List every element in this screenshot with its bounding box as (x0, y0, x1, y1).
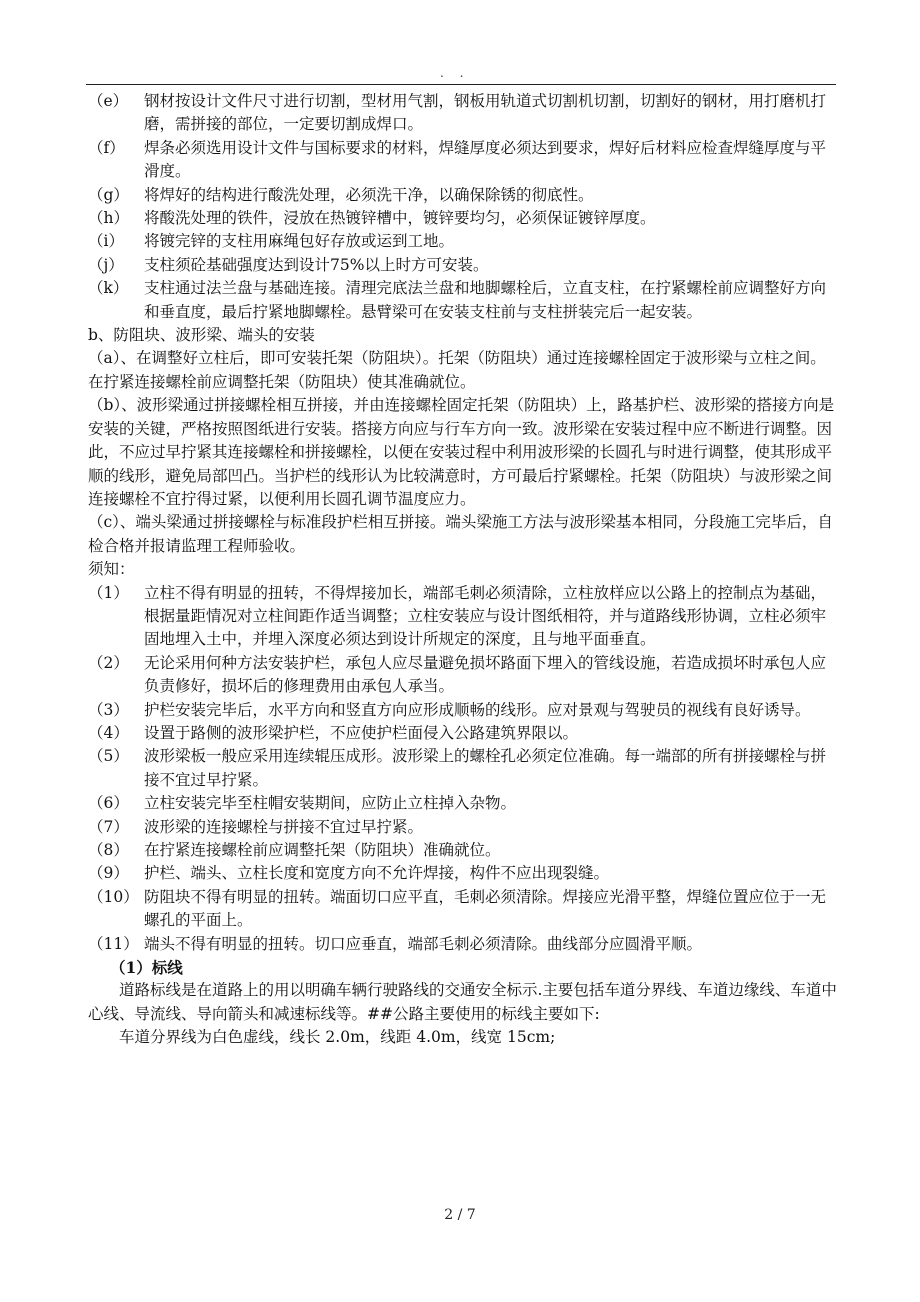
list-item: （h） 将酸洗处理的铁件，浸放在热镀锌槽中，镀锌要均匀，必须保证镀锌厚度。 (88, 209, 656, 228)
header-dots: . . (440, 66, 470, 80)
marking-heading: （1）标线 (110, 958, 183, 978)
list-item: （f） 焊条必须选用设计文件与国标要求的材料，焊缝厚度必须达到要求，焊好后材料应检查焊缝厚度与平滑度。 (88, 138, 827, 181)
header-rule (86, 84, 836, 85)
list-item: （10） 防阻块不得有明显的扭转。端面切口应平直，毛刺必须清除。焊接应光滑平整，焊缝位置应位于一无螺孔的平面上。 (88, 887, 827, 930)
notice-list (88, 582, 838, 957)
marking-para: 车道分界线为白色虚线，线长 2.0m，线距 4.0m，线宽 15cm; (119, 1028, 556, 1047)
document-body (88, 90, 838, 1050)
section-b-para: （b）、波形梁通过拼接螺栓相互拼接，并由连接螺栓固定托架（防阻块）上，路基护栏、波形梁的搭接方向是安装的关键，严格按照图纸进行安装。搭接方向应与行车方向一致。波形梁在安装过程中应不断进行调整。因此，不应过早拧紧其连接螺栓和拼接螺栓，以便在安装过程中利用波形梁的长圆孔与时进行调整，使其形成平顺的线形，避免局部凹凸。当护栏的线形认为比较满意时，方可最后拧紧螺栓。托架（防阻块）与波形梁之间连接螺栓不宜拧得过紧，以便利用长圆孔调节温度应力。 (88, 396, 835, 508)
list-item: （7） 波形梁的连接螺栓与拼接不宜过早拧紧。 (88, 817, 424, 836)
list-item: （i） 将镀完锌的支柱用麻绳包好存放或运到工地。 (88, 232, 455, 251)
list-item: （g） 将焊好的结构进行酸洗处理，必须洗干净，以确保除锈的彻底性。 (88, 185, 594, 204)
steps-a-list (88, 90, 838, 324)
list-item: （5） 波形梁板一般应采用连续辊压成形。波形梁上的螺栓孔必须定位准确。每一端部的所有拼接螺栓与拼接不宜过早拧紧。 (88, 747, 827, 789)
list-item: （k） 支柱通过法兰盘与基础连接。清理完底法兰盘和地脚螺栓后，立直支柱，在拧紧螺栓前应调整好方向和垂直度，最后拧紧地脚螺栓。悬臂梁可在安装支柱前与支柱拼装完后一起安装。 (88, 279, 827, 321)
notice-title: 须知： (88, 560, 135, 579)
list-item: （e） 钢材按设计文件尺寸进行切割，型材用气割，钢板用轨道式切割机切割，切割好的钢材，用打磨机打磨，需拼接的部位，一定要切割成焊口。 (88, 92, 827, 134)
page-number: 2 / 7 (444, 1207, 476, 1223)
list-item: （1） 立柱不得有明显的扭转，不得焊接加长，端部毛刺必须清除，立柱放样应以公路上的控制点为基础，根据量距情况对立柱间距作适当调整；立柱安装应与设计图纸相符，并与道路线形协调，立柱必须牢固地埋入土中，并埋入深度必须达到设计所规定的深度，且与地平面垂直。 (88, 583, 827, 649)
list-item: （4） 设置于路侧的波形梁护栏，不应使护栏面侵入公路建筑界限以。 (88, 723, 579, 742)
list-item: （2） 无论采用何种方法安装护栏，承包人应尽量避免损坏路面下埋入的管线设施，若造成损坏时承包人应负责修好，损坏后的修理费用由承包人承当。 (88, 653, 827, 696)
list-item: （9） 护栏、端头、立柱长度和宽度方向不允许焊接，构件不应出现裂缝。 (88, 864, 610, 883)
list-item: （11） 端头不得有明显的扭转。切口应垂直，端部毛刺必须清除。曲线部分应圆滑平顺。 (88, 934, 703, 953)
list-item: （8） 在拧紧连接螺栓前应调整托架（防阻块）准确就位。 (88, 841, 501, 859)
list-item: （j） 支柱须砼基础强度达到设计75%以上时方可安装。 (88, 255, 489, 274)
list-item: （3） 护栏安装完毕后，水平方向和竖直方向应形成顺畅的线形。应对景观与驾驶员的视线有良好诱导。 (88, 700, 811, 719)
list-item: （6） 立柱安装完毕至柱帽安装期间，应防止立柱掉入杂物。 (88, 794, 517, 813)
marking-para: 道路标线是在道路上的用以明确车辆行驶路线的交通安全标示.主要包括车道分界线、车道边缘线、车道中心线、导流线、导向箭头和减速标线等。##公路主要使用的标线主要如下: (88, 981, 837, 1023)
section-b-para: （a）、在调整好立柱后，即可安装托架（防阻块）。托架（防阻块）通过连接螺栓固定于波形梁与立柱之间。在拧紧连接螺栓前应调整托架（防阻块）使其准确就位。 (88, 349, 826, 391)
section-b-para: （c）、端头梁通过拼接螺栓与标准段护栏相互拼接。端头梁施工方法与波形梁基本相同，分段施工完毕后，自检合格并报请监理工程师验收。 (88, 513, 833, 555)
section-b-title: b、防阻块、波形梁、端头的安装 (88, 326, 315, 345)
